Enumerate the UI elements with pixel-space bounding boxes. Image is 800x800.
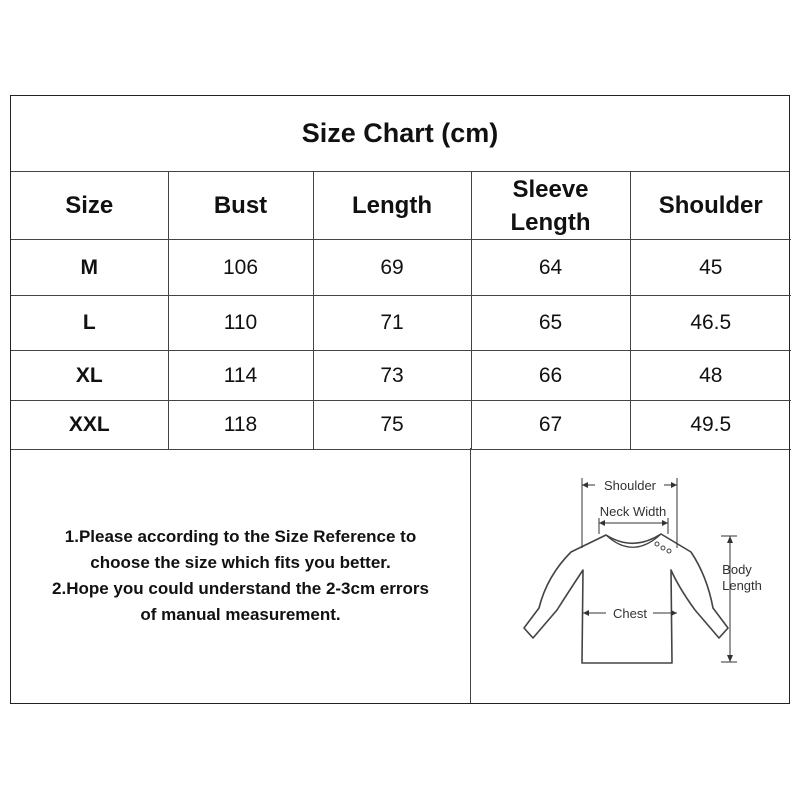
shoulder-cell: 45	[630, 240, 791, 296]
length-cell: 69	[313, 240, 471, 296]
size-table	[11, 172, 791, 450]
col-header-shoulder: Shoulder	[630, 172, 791, 240]
note-line: 1.Please according to the Size Reference to	[64, 526, 417, 546]
shoulder-cell: 46.5	[630, 296, 791, 351]
bottom-section	[11, 448, 789, 703]
col-header-length: Length	[313, 172, 471, 240]
size-cell: XL	[11, 351, 168, 401]
bust-cell: 114	[168, 351, 313, 401]
bust-cell: 106	[168, 240, 313, 296]
sweater-diagram	[471, 448, 790, 703]
arrow-right-icon	[671, 482, 677, 488]
length-cell: 73	[313, 351, 471, 401]
size-cell: M	[11, 240, 168, 296]
sleeve-cell: 67	[471, 401, 630, 450]
note-line: of manual measurement.	[140, 604, 341, 624]
bust-cell: 110	[168, 296, 313, 351]
arrow-up-icon	[727, 536, 733, 543]
sleeve-cell: 66	[471, 351, 630, 401]
length-cell: 71	[313, 296, 471, 351]
arrow-right-icon	[671, 610, 677, 616]
chart-title: Size Chart (cm)	[11, 96, 789, 172]
chest-label: Chest	[613, 606, 647, 621]
note-line: 2.Hope you could understand the 2-3cm errors	[52, 578, 429, 598]
arrow-left-icon	[582, 482, 588, 488]
table-row	[11, 296, 791, 351]
arrow-right-icon	[662, 520, 668, 526]
header-row	[11, 172, 791, 240]
length-cell: 75	[313, 401, 471, 450]
shoulder-cell: 48	[630, 351, 791, 401]
arrow-left-icon	[599, 520, 605, 526]
body-length-label: Length	[722, 578, 762, 593]
table-row	[11, 351, 791, 401]
size-notes	[11, 448, 471, 703]
table-row	[11, 240, 791, 296]
shoulder-cell: 49.5	[630, 401, 791, 450]
sleeve-cell: 64	[471, 240, 630, 296]
body-length-label: Body	[722, 562, 752, 577]
col-header-sleeve-length: Sleeve Length	[471, 172, 630, 240]
shoulder-label: Shoulder	[603, 478, 657, 493]
size-cell: XXL	[11, 401, 168, 450]
size-cell: L	[11, 296, 168, 351]
sweater-outline	[524, 534, 728, 663]
col-header-bust: Bust	[168, 172, 313, 240]
arrow-down-icon	[727, 655, 733, 662]
table-row	[11, 401, 791, 450]
size-chart	[10, 95, 790, 704]
bust-cell: 118	[168, 401, 313, 450]
note-line: choose the size which fits you better.	[90, 552, 391, 572]
col-header-size: Size	[11, 172, 168, 240]
measurement-diagram	[471, 448, 790, 703]
neck-width-label: Neck Width	[599, 504, 667, 519]
sleeve-cell: 65	[471, 296, 630, 351]
